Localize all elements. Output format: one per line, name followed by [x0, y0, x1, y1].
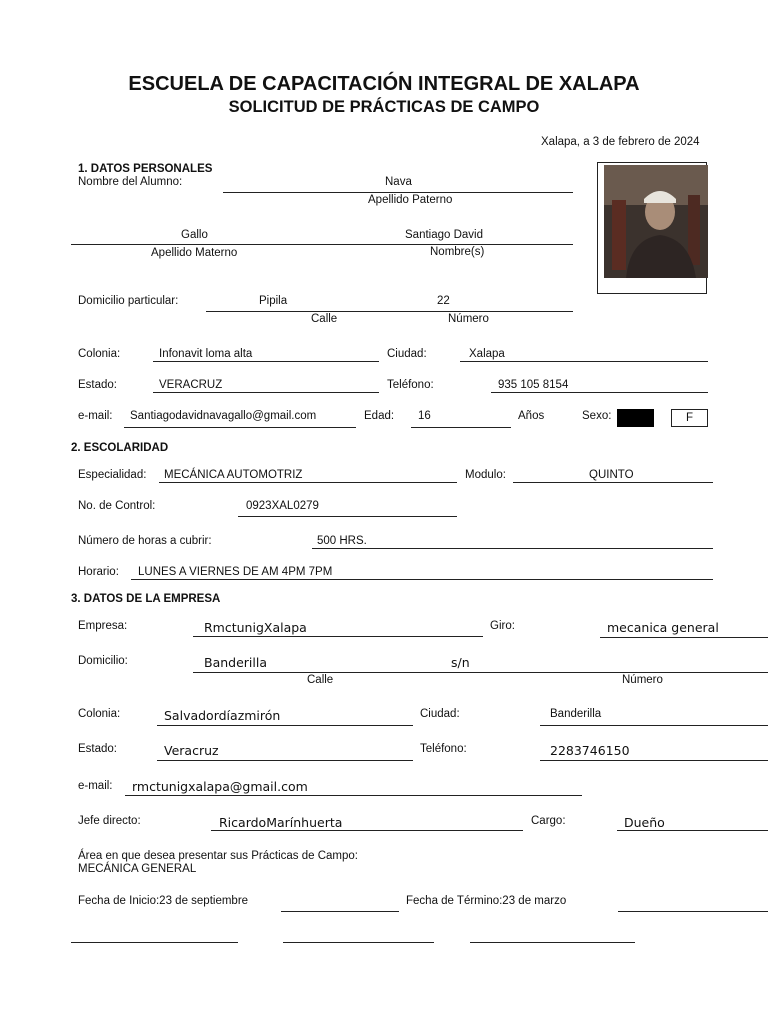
especialidad-value: MECÁNICA AUTOMOTRIZ — [164, 469, 303, 481]
empresa-email-value: rmctunigxalapa@gmail.com — [132, 779, 308, 794]
document-title: ESCUELA DE CAPACITACIÓN INTEGRAL DE XALAPA — [128, 73, 640, 95]
names-line — [71, 244, 573, 245]
cargo-line — [617, 830, 768, 831]
apellido-materno-value: Gallo — [181, 229, 208, 241]
email-value: Santiagodavidnavagallo@gmail.com — [130, 410, 317, 422]
signature-line-2 — [283, 942, 434, 943]
area-label: Área en que desea presentar sus Prácticas de Campo: — [78, 850, 358, 862]
colonia-label: Colonia: — [78, 348, 121, 360]
person-photo-icon — [604, 165, 708, 278]
estado-line — [153, 392, 379, 393]
empresa-label: Empresa: — [78, 620, 128, 632]
section-company-heading: 3. DATOS DE LA EMPRESA — [71, 593, 221, 605]
telefono-line — [491, 392, 708, 393]
ciudad-line — [460, 361, 708, 362]
empresa-colonia-line — [157, 725, 413, 726]
domicilio-label: Domicilio particular: — [78, 295, 179, 307]
estado-value: VERACRUZ — [159, 379, 223, 391]
area-value: MECÁNICA GENERAL — [78, 863, 197, 875]
horario-line — [131, 579, 713, 580]
calle-caption: Calle — [311, 313, 338, 325]
numero-value: 22 — [437, 295, 450, 307]
empresa-colonia-value: Salvadordíazmirón — [164, 708, 281, 723]
apellido-paterno-caption: Apellido Paterno — [368, 194, 453, 206]
modulo-label: Modulo: — [465, 469, 506, 481]
empresa-ciudad-line — [540, 725, 768, 726]
empresa-email-line — [125, 795, 582, 796]
horas-label: Número de horas a cubrir: — [78, 535, 212, 547]
empresa-value: RmctunigXalapa — [204, 620, 307, 635]
empresa-telefono-line — [540, 760, 768, 761]
telefono-value: 935 105 8154 — [498, 379, 569, 391]
cargo-value: Dueño — [624, 815, 665, 830]
especialidad-line — [159, 482, 457, 483]
control-label: No. de Control: — [78, 500, 156, 512]
colonia-value: Infonavit loma alta — [159, 348, 253, 360]
document-subtitle: SOLICITUD DE PRÁCTICAS DE CAMPO — [228, 98, 540, 116]
empresa-estado-value: Veracruz — [164, 743, 219, 758]
horas-value: 500 HRS. — [317, 535, 367, 547]
horas-line — [312, 548, 713, 549]
student-name-label: Nombre del Alumno: — [78, 176, 183, 188]
modulo-value: QUINTO — [589, 469, 634, 481]
estado-label: Estado: — [78, 379, 117, 391]
empresa-estado-line — [157, 760, 413, 761]
sexo-label: Sexo: — [582, 410, 612, 422]
empresa-telefono-value: 2283746150 — [550, 743, 630, 758]
empresa-estado-label: Estado: — [78, 743, 117, 755]
nombres-value: Santiago David — [405, 229, 483, 241]
fecha-termino: Fecha de Término:23 de marzo — [406, 895, 567, 907]
empresa-domicilio-label: Domicilio: — [78, 655, 128, 667]
section-personal-heading: 1. DATOS PERSONALES — [78, 163, 213, 175]
sexo-f-box: F — [671, 409, 708, 427]
nombres-caption: Nombre(s) — [430, 246, 485, 258]
empresa-numero-caption: Número — [622, 674, 663, 686]
fecha-termino-line — [618, 911, 768, 912]
empresa-line — [193, 636, 483, 637]
colonia-line — [153, 361, 379, 362]
empresa-email-label: e-mail: — [78, 780, 113, 792]
apellido-paterno-value: Nava — [385, 176, 412, 188]
domicilio-line — [206, 311, 573, 312]
especialidad-label: Especialidad: — [78, 469, 147, 481]
empresa-numero-value: s/n — [451, 655, 470, 670]
empresa-ciudad-label: Ciudad: — [420, 708, 460, 720]
empresa-colonia-label: Colonia: — [78, 708, 121, 720]
control-value: 0923XAL0279 — [246, 500, 319, 512]
ciudad-label: Ciudad: — [387, 348, 427, 360]
jefe-label: Jefe directo: — [78, 815, 141, 827]
control-line — [238, 516, 457, 517]
giro-label: Giro: — [490, 620, 515, 632]
ciudad-value: Xalapa — [469, 348, 505, 360]
fecha-inicio-line — [281, 911, 399, 912]
jefe-line — [211, 830, 523, 831]
apellido-materno-caption: Apellido Materno — [151, 247, 238, 259]
telefono-label: Teléfono: — [387, 379, 434, 391]
jefe-value: RicardoMarínhuerta — [219, 815, 343, 830]
email-label: e-mail: — [78, 410, 113, 422]
giro-line — [600, 637, 768, 638]
sexo-m-box-redacted — [617, 409, 654, 427]
empresa-ciudad-value: Banderilla — [550, 708, 602, 720]
signature-line-3 — [470, 942, 635, 943]
horario-value: LUNES A VIERNES DE AM 4PM 7PM — [138, 566, 333, 578]
horario-label: Horario: — [78, 566, 119, 578]
student-photo — [597, 162, 707, 294]
empresa-domicilio-line — [193, 672, 768, 673]
cargo-label: Cargo: — [531, 815, 566, 827]
edad-line — [411, 427, 511, 428]
anos-label: Años — [518, 410, 545, 422]
edad-label: Edad: — [364, 410, 395, 422]
calle-value: Pipila — [259, 295, 288, 307]
empresa-calle-value: Banderilla — [204, 655, 268, 670]
fecha-inicio: Fecha de Inicio:23 de septiembre — [78, 895, 249, 907]
empresa-telefono-label: Teléfono: — [420, 743, 467, 755]
edad-value: 16 — [418, 410, 431, 422]
modulo-line — [513, 482, 713, 483]
empresa-calle-caption: Calle — [307, 674, 334, 686]
document-date: Xalapa, a 3 de febrero de 2024 — [541, 136, 700, 148]
email-line — [124, 427, 356, 428]
numero-caption: Número — [448, 313, 489, 325]
giro-value: mecanica general — [607, 620, 719, 635]
signature-line-1 — [71, 942, 238, 943]
section-school-heading: 2. ESCOLARIDAD — [71, 442, 169, 454]
